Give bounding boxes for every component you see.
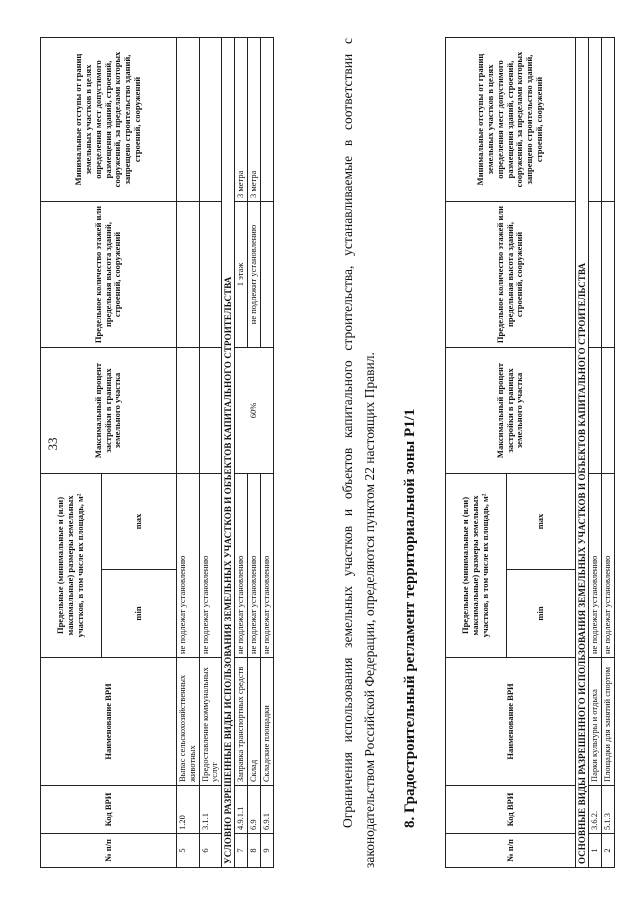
- header-area: Предельные (минимальные и (или) максимальные) размеры земельных участков, в том числе их площадь, м²: [446, 473, 507, 657]
- header-code: Код ВРИ: [446, 785, 576, 833]
- cell-floors: [260, 201, 273, 347]
- table-row: [602, 37, 615, 867]
- header-code: Код ВРИ: [41, 785, 177, 833]
- cell-floors: [199, 201, 222, 347]
- section-row: [222, 37, 235, 867]
- cell-code: 6.9.1: [260, 785, 273, 833]
- header-floors: Предельное количество этажей или предельная высота зданий, строений, сооружений: [446, 201, 576, 347]
- section-title: УСЛОВНО РАЗРЕШЕННЫЕ ВИДЫ ИСПОЛЬЗОВАНИЯ ЗЕМЕЛЬНЫХ УЧАСТКОВ И ОБЪЕКТОВ КАПИТАЛЬНОГО СТРОИТЕЛЬСТВА: [222, 37, 235, 867]
- cell-area: не подлежат установлению: [260, 473, 273, 657]
- cell-name: Склад: [248, 657, 261, 785]
- cell-num: 1: [589, 833, 602, 867]
- header-min: min: [102, 569, 177, 657]
- cell-area: не подлежат установлению: [235, 473, 248, 657]
- cell-code: 3.6.2.: [589, 785, 602, 833]
- header-setback: Минимальные отступы от границ земельных участков в целях определения мест допустимого размещения зданий, строений, сооружений, за пределами которых запрещено строительство зданий, строений, сооружений: [41, 37, 177, 201]
- cell-area: не подлежат установлению: [177, 473, 200, 657]
- cell-num: 8: [248, 833, 261, 867]
- paragraph-text: Ограничения использования земельных участков и объектов капитального строительства, устанавливаемые в соответствии с законодательством Российской Федерации, определяются пунктом 22 настоящих Правил.: [340, 37, 377, 868]
- table2-header-row: [446, 37, 507, 867]
- table-row: [235, 37, 248, 867]
- header-percent: Максимальный процент застройки в границах земельного участка: [41, 347, 177, 473]
- rotated-page-content: [40, 37, 613, 868]
- cell-percent: 60%: [235, 347, 273, 473]
- cell-code: 6.9: [248, 785, 261, 833]
- section-row: [576, 37, 589, 867]
- cell-num: 5: [177, 833, 200, 867]
- regulation-table-2: [445, 37, 615, 868]
- cell-num: 6: [199, 833, 222, 867]
- cell-name: Площадки для занятий спортом: [602, 657, 615, 785]
- cell-floors: [177, 201, 200, 347]
- cell-code: 1.20: [177, 785, 200, 833]
- header-min: min: [507, 569, 576, 657]
- cell-name: Заправка транспортных средств: [235, 657, 248, 785]
- cell-area: не подлежат установлению: [602, 473, 615, 657]
- page-number: 33: [45, 437, 60, 451]
- cell-area: не подлежат установлению: [248, 473, 261, 657]
- table-row: [177, 37, 200, 867]
- cell-area: не подлежат установлению: [589, 473, 602, 657]
- cell-setback: [260, 37, 273, 201]
- cell-name: Парки культуры и отдыха: [589, 657, 602, 785]
- header-name: Наименование ВРИ: [41, 657, 177, 785]
- header-max: max: [102, 473, 177, 569]
- cell-num: 9: [260, 833, 273, 867]
- cell-code: 4.9.1.1: [235, 785, 248, 833]
- section-title: ОСНОВНЫЕ ВИДЫ РАЗРЕШЕННОГО ИСПОЛЬЗОВАНИЯ ЗЕМЕЛЬНЫХ УЧАСТКОВ И ОБЪЕКТОВ КАПИТАЛЬНОГО СТРОИТЕЛЬСТВА: [576, 37, 589, 867]
- header-setback: Минимальные отступы от границ земельных участков в целях определения мест допустимого размещения зданий, строений, сооружений, за пределами которых запрещено строительство зданий, строений, сооружений: [446, 37, 576, 201]
- cell-num: 2: [602, 833, 615, 867]
- table-row: [199, 37, 222, 867]
- header-name: Наименование ВРИ: [446, 657, 576, 785]
- cell-code: 3.1.1: [199, 785, 222, 833]
- header-num: № п/п: [41, 833, 177, 867]
- cell-floors: 1 этаж: [235, 201, 248, 347]
- cell-setback: [199, 37, 222, 201]
- table-row: [589, 37, 602, 867]
- cell-area: не подлежат установлению: [199, 473, 222, 657]
- header-floors: Предельное количество этажей или предельная высота зданий, строений, сооружений: [41, 201, 177, 347]
- cell-name: Предоставление коммунальных услуг: [199, 657, 222, 785]
- cell-code: 5.1.3: [602, 785, 615, 833]
- cell-percent: [199, 347, 222, 473]
- cell-name: Выпас сельскохозяйственных животных: [177, 657, 200, 785]
- cell-setback: [177, 37, 200, 201]
- restrictions-paragraph: [337, 38, 381, 868]
- cell-setback: 3 метра: [235, 37, 248, 201]
- table1-header-row: [41, 37, 102, 867]
- section-heading: 8. Градостроительный регламент территориальной зоны Р1/1: [402, 408, 418, 828]
- regulation-table-1: [40, 37, 274, 868]
- header-area: Предельные (минимальные и (или) максимальные) размеры земельных участков, в том числе их площадь, м²: [41, 473, 102, 657]
- header-percent: Максимальный процент застройки в границах земельного участка: [446, 347, 576, 473]
- header-num: № п/п: [446, 833, 576, 867]
- cell-num: 7: [235, 833, 248, 867]
- cell-name: Складские площадки: [260, 657, 273, 785]
- cell-setback: 3 метра: [248, 37, 261, 201]
- cell-floors: не подлежит установлению: [248, 201, 261, 347]
- cell-percent: [177, 347, 200, 473]
- header-max: max: [507, 473, 576, 569]
